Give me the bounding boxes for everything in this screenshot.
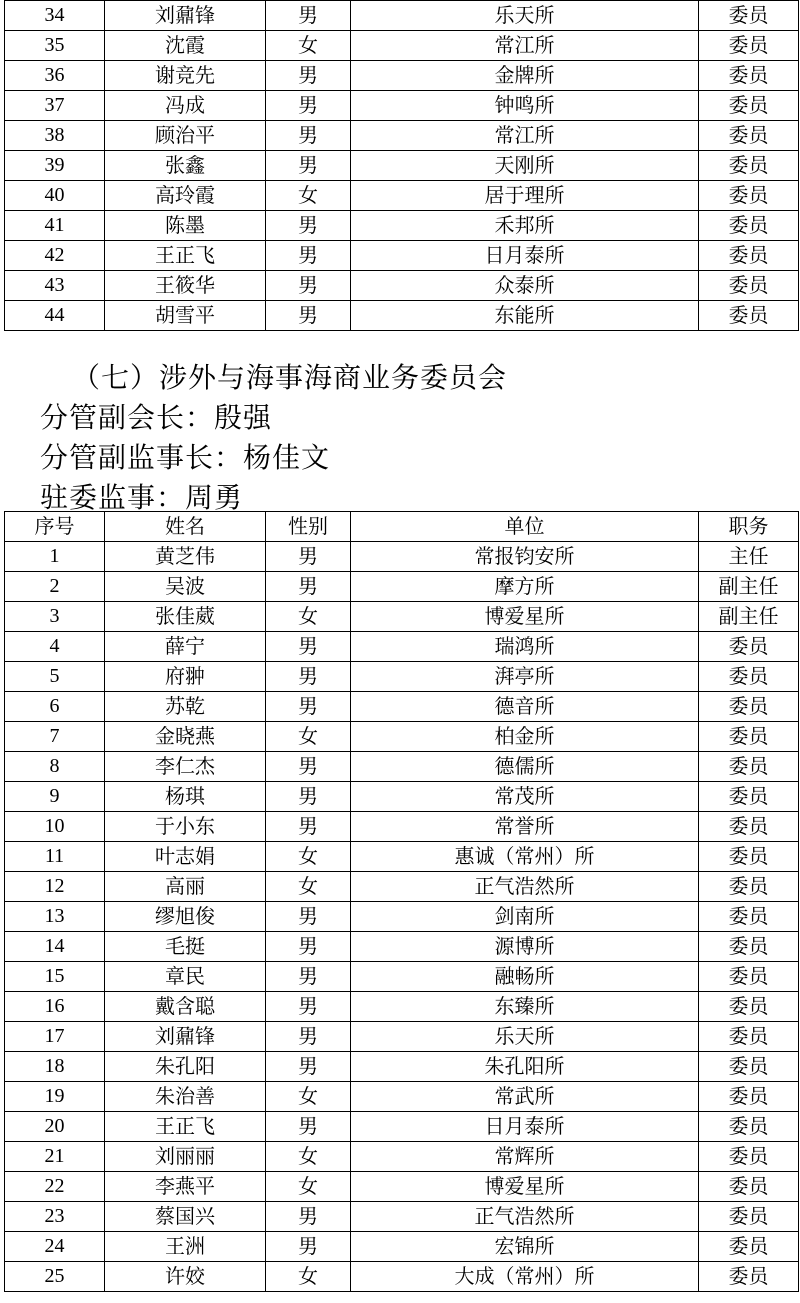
cell-unit: 乐天所 (351, 1, 699, 31)
cell-unit: 柏金所 (351, 722, 699, 752)
cell-seq: 21 (5, 1142, 105, 1172)
table-row (5, 902, 799, 932)
cell-unit: 常江所 (351, 31, 699, 61)
cell-seq: 13 (5, 902, 105, 932)
cell-gender: 女 (266, 602, 351, 632)
cell-gender: 男 (266, 662, 351, 692)
cell-seq: 42 (5, 241, 105, 271)
cell-position: 委员 (699, 1112, 799, 1142)
cell-seq: 41 (5, 211, 105, 241)
cell-gender: 男 (266, 1112, 351, 1142)
table-row (5, 992, 799, 1022)
table-row (5, 812, 799, 842)
cell-name: 胡雪平 (105, 301, 266, 331)
cell-seq: 18 (5, 1052, 105, 1082)
cell-gender: 男 (266, 1052, 351, 1082)
cell-seq: 4 (5, 632, 105, 662)
cell-gender: 男 (266, 1232, 351, 1262)
header-seq: 序号 (5, 512, 105, 542)
table-row (5, 181, 799, 211)
cell-unit: 瑞鸿所 (351, 632, 699, 662)
cell-seq: 7 (5, 722, 105, 752)
header-position: 职务 (699, 512, 799, 542)
cell-gender: 男 (266, 542, 351, 572)
cell-gender: 男 (266, 932, 351, 962)
cell-position: 委员 (699, 181, 799, 211)
cell-unit: 融畅所 (351, 962, 699, 992)
cell-name: 金晓燕 (105, 722, 266, 752)
cell-position: 委员 (699, 932, 799, 962)
cell-position: 委员 (699, 842, 799, 872)
cell-gender: 男 (266, 692, 351, 722)
cell-name: 高丽 (105, 872, 266, 902)
cell-unit: 众泰所 (351, 271, 699, 301)
cell-name: 冯成 (105, 91, 266, 121)
cell-position: 委员 (699, 992, 799, 1022)
cell-unit: 常辉所 (351, 1142, 699, 1172)
cell-unit: 博爱星所 (351, 1172, 699, 1202)
cell-position: 委员 (699, 1022, 799, 1052)
cell-unit: 正气浩然所 (351, 1202, 699, 1232)
cell-gender: 女 (266, 722, 351, 752)
cell-name: 张鑫 (105, 151, 266, 181)
table-row (5, 782, 799, 812)
cell-unit: 摩方所 (351, 572, 699, 602)
cell-gender: 女 (266, 1082, 351, 1112)
table-row (5, 1112, 799, 1142)
cell-position: 委员 (699, 61, 799, 91)
cell-gender: 女 (266, 1142, 351, 1172)
cell-seq: 15 (5, 962, 105, 992)
cell-name: 谢竞先 (105, 61, 266, 91)
cell-unit: 大成（常州）所 (351, 1262, 699, 1292)
cell-position: 委员 (699, 662, 799, 692)
cell-seq: 12 (5, 872, 105, 902)
cell-unit: 钟鸣所 (351, 91, 699, 121)
cell-seq: 3 (5, 602, 105, 632)
table-row (5, 151, 799, 181)
cell-seq: 43 (5, 271, 105, 301)
cell-gender: 男 (266, 211, 351, 241)
cell-unit: 德儒所 (351, 752, 699, 782)
cell-unit: 湃亭所 (351, 662, 699, 692)
cell-seq: 17 (5, 1022, 105, 1052)
cell-position: 委员 (699, 211, 799, 241)
table-row (5, 722, 799, 752)
cell-position: 副主任 (699, 572, 799, 602)
cell-seq: 34 (5, 1, 105, 31)
cell-seq: 40 (5, 181, 105, 211)
cell-seq: 1 (5, 542, 105, 572)
cell-seq: 16 (5, 992, 105, 1022)
cell-gender: 男 (266, 902, 351, 932)
cell-seq: 20 (5, 1112, 105, 1142)
cell-gender: 男 (266, 61, 351, 91)
table-row (5, 842, 799, 872)
cell-name: 章民 (105, 962, 266, 992)
cell-seq: 25 (5, 1262, 105, 1292)
member-table-continued (4, 0, 799, 331)
cell-seq: 6 (5, 692, 105, 722)
cell-unit: 剑南所 (351, 902, 699, 932)
cell-gender: 男 (266, 1202, 351, 1232)
cell-unit: 常誉所 (351, 812, 699, 842)
vice-president-line: 分管副会长：殷强 (40, 401, 273, 434)
cell-position: 委员 (699, 1202, 799, 1232)
cell-position: 委员 (699, 962, 799, 992)
table-row (5, 121, 799, 151)
cell-position: 委员 (699, 1172, 799, 1202)
cell-position: 委员 (699, 121, 799, 151)
cell-name: 王洲 (105, 1232, 266, 1262)
cell-position: 委员 (699, 1052, 799, 1082)
cell-name: 王筱华 (105, 271, 266, 301)
cell-gender: 女 (266, 872, 351, 902)
cell-position: 委员 (699, 902, 799, 932)
cell-unit: 日月泰所 (351, 1112, 699, 1142)
table-row (5, 1202, 799, 1232)
table-row (5, 211, 799, 241)
cell-unit: 宏锦所 (351, 1232, 699, 1262)
table-row (5, 241, 799, 271)
table-row (5, 752, 799, 782)
table-header-row (5, 512, 799, 542)
cell-gender: 女 (266, 1262, 351, 1292)
header-name: 姓名 (105, 512, 266, 542)
cell-unit: 朱孔阳所 (351, 1052, 699, 1082)
cell-position: 委员 (699, 812, 799, 842)
cell-gender: 女 (266, 31, 351, 61)
cell-gender: 男 (266, 572, 351, 602)
cell-seq: 11 (5, 842, 105, 872)
cell-unit: 博爱星所 (351, 602, 699, 632)
table-row (5, 1262, 799, 1292)
cell-position: 委员 (699, 1, 799, 31)
cell-name: 张佳葳 (105, 602, 266, 632)
cell-name: 毛挺 (105, 932, 266, 962)
committee-member-table-body (5, 542, 799, 1292)
vice-supervisor-line: 分管副监事长：杨佳文 (40, 441, 331, 474)
cell-name: 苏乾 (105, 692, 266, 722)
cell-position: 委员 (699, 1232, 799, 1262)
cell-unit: 惠诚（常州）所 (351, 842, 699, 872)
cell-name: 李仁杰 (105, 752, 266, 782)
cell-seq: 2 (5, 572, 105, 602)
cell-name: 许姣 (105, 1262, 266, 1292)
table-row (5, 962, 799, 992)
table-row (5, 271, 799, 301)
cell-gender: 女 (266, 842, 351, 872)
table-row (5, 932, 799, 962)
cell-gender: 男 (266, 121, 351, 151)
cell-name: 王正飞 (105, 241, 266, 271)
cell-gender: 男 (266, 151, 351, 181)
cell-seq: 44 (5, 301, 105, 331)
cell-unit: 东臻所 (351, 992, 699, 1022)
table-row (5, 91, 799, 121)
cell-gender: 男 (266, 752, 351, 782)
cell-position: 委员 (699, 91, 799, 121)
cell-seq: 19 (5, 1082, 105, 1112)
cell-name: 陈墨 (105, 211, 266, 241)
cell-position: 委员 (699, 271, 799, 301)
table-row (5, 61, 799, 91)
table-row (5, 301, 799, 331)
table-row (5, 662, 799, 692)
cell-name: 缪旭俊 (105, 902, 266, 932)
cell-name: 杨琪 (105, 782, 266, 812)
cell-position: 副主任 (699, 602, 799, 632)
cell-gender: 男 (266, 992, 351, 1022)
cell-seq: 35 (5, 31, 105, 61)
table-row (5, 1082, 799, 1112)
cell-name: 刘鼐锋 (105, 1022, 266, 1052)
table-row (5, 1232, 799, 1262)
cell-unit: 禾邦所 (351, 211, 699, 241)
cell-gender: 女 (266, 1172, 351, 1202)
cell-name: 黄芝伟 (105, 542, 266, 572)
cell-gender: 男 (266, 812, 351, 842)
cell-gender: 男 (266, 91, 351, 121)
cell-gender: 女 (266, 181, 351, 211)
cell-name: 王正飞 (105, 1112, 266, 1142)
cell-unit: 常报钧安所 (351, 542, 699, 572)
cell-position: 委员 (699, 151, 799, 181)
cell-gender: 男 (266, 962, 351, 992)
table-row (5, 572, 799, 602)
header-gender: 性别 (266, 512, 351, 542)
cell-seq: 24 (5, 1232, 105, 1262)
cell-position: 委员 (699, 1262, 799, 1292)
cell-gender: 男 (266, 632, 351, 662)
cell-unit: 日月泰所 (351, 241, 699, 271)
table-row (5, 1142, 799, 1172)
cell-unit: 正气浩然所 (351, 872, 699, 902)
cell-unit: 德音所 (351, 692, 699, 722)
cell-name: 沈霞 (105, 31, 266, 61)
committee-member-table (4, 511, 799, 1292)
cell-gender: 男 (266, 1, 351, 31)
cell-unit: 乐天所 (351, 1022, 699, 1052)
cell-unit: 常江所 (351, 121, 699, 151)
cell-position: 委员 (699, 782, 799, 812)
cell-position: 委员 (699, 752, 799, 782)
committee-heading-block (40, 358, 507, 518)
cell-seq: 37 (5, 91, 105, 121)
cell-gender: 男 (266, 1022, 351, 1052)
cell-unit: 东能所 (351, 301, 699, 331)
cell-position: 委员 (699, 692, 799, 722)
cell-seq: 36 (5, 61, 105, 91)
member-table-continued-body (5, 1, 799, 331)
cell-unit: 常武所 (351, 1082, 699, 1112)
cell-gender: 男 (266, 782, 351, 812)
cell-position: 主任 (699, 542, 799, 572)
cell-name: 薛宁 (105, 632, 266, 662)
table-row (5, 1052, 799, 1082)
committee-title: （七）涉外与海事海商业务委员会 (72, 361, 508, 394)
cell-position: 委员 (699, 1082, 799, 1112)
cell-seq: 10 (5, 812, 105, 842)
cell-gender: 男 (266, 271, 351, 301)
table-row (5, 1, 799, 31)
cell-unit: 居于理所 (351, 181, 699, 211)
table-row (5, 872, 799, 902)
table-row (5, 542, 799, 572)
cell-position: 委员 (699, 301, 799, 331)
cell-position: 委员 (699, 241, 799, 271)
cell-name: 叶志娟 (105, 842, 266, 872)
cell-name: 戴含聪 (105, 992, 266, 1022)
cell-name: 李燕平 (105, 1172, 266, 1202)
table-row (5, 1022, 799, 1052)
cell-name: 刘丽丽 (105, 1142, 266, 1172)
cell-name: 蔡国兴 (105, 1202, 266, 1232)
cell-name: 吴波 (105, 572, 266, 602)
table-row (5, 602, 799, 632)
cell-name: 顾治平 (105, 121, 266, 151)
cell-position: 委员 (699, 872, 799, 902)
cell-position: 委员 (699, 31, 799, 61)
cell-seq: 39 (5, 151, 105, 181)
cell-seq: 23 (5, 1202, 105, 1232)
cell-name: 朱治善 (105, 1082, 266, 1112)
cell-name: 朱孔阳 (105, 1052, 266, 1082)
table-row (5, 632, 799, 662)
header-unit: 单位 (351, 512, 699, 542)
cell-seq: 14 (5, 932, 105, 962)
cell-name: 刘鼐锋 (105, 1, 266, 31)
cell-name: 高玲霞 (105, 181, 266, 211)
cell-unit: 金牌所 (351, 61, 699, 91)
cell-position: 委员 (699, 632, 799, 662)
cell-gender: 男 (266, 301, 351, 331)
cell-unit: 源博所 (351, 932, 699, 962)
cell-seq: 9 (5, 782, 105, 812)
cell-position: 委员 (699, 722, 799, 752)
table-row (5, 31, 799, 61)
cell-name: 府翀 (105, 662, 266, 692)
cell-unit: 常茂所 (351, 782, 699, 812)
cell-seq: 38 (5, 121, 105, 151)
cell-gender: 男 (266, 241, 351, 271)
resident-supervisor-line: 驻委监事：周勇 (40, 481, 244, 514)
table-row (5, 692, 799, 722)
cell-seq: 8 (5, 752, 105, 782)
cell-position: 委员 (699, 1142, 799, 1172)
table-row (5, 1172, 799, 1202)
cell-seq: 22 (5, 1172, 105, 1202)
cell-name: 于小东 (105, 812, 266, 842)
cell-unit: 天刚所 (351, 151, 699, 181)
cell-seq: 5 (5, 662, 105, 692)
